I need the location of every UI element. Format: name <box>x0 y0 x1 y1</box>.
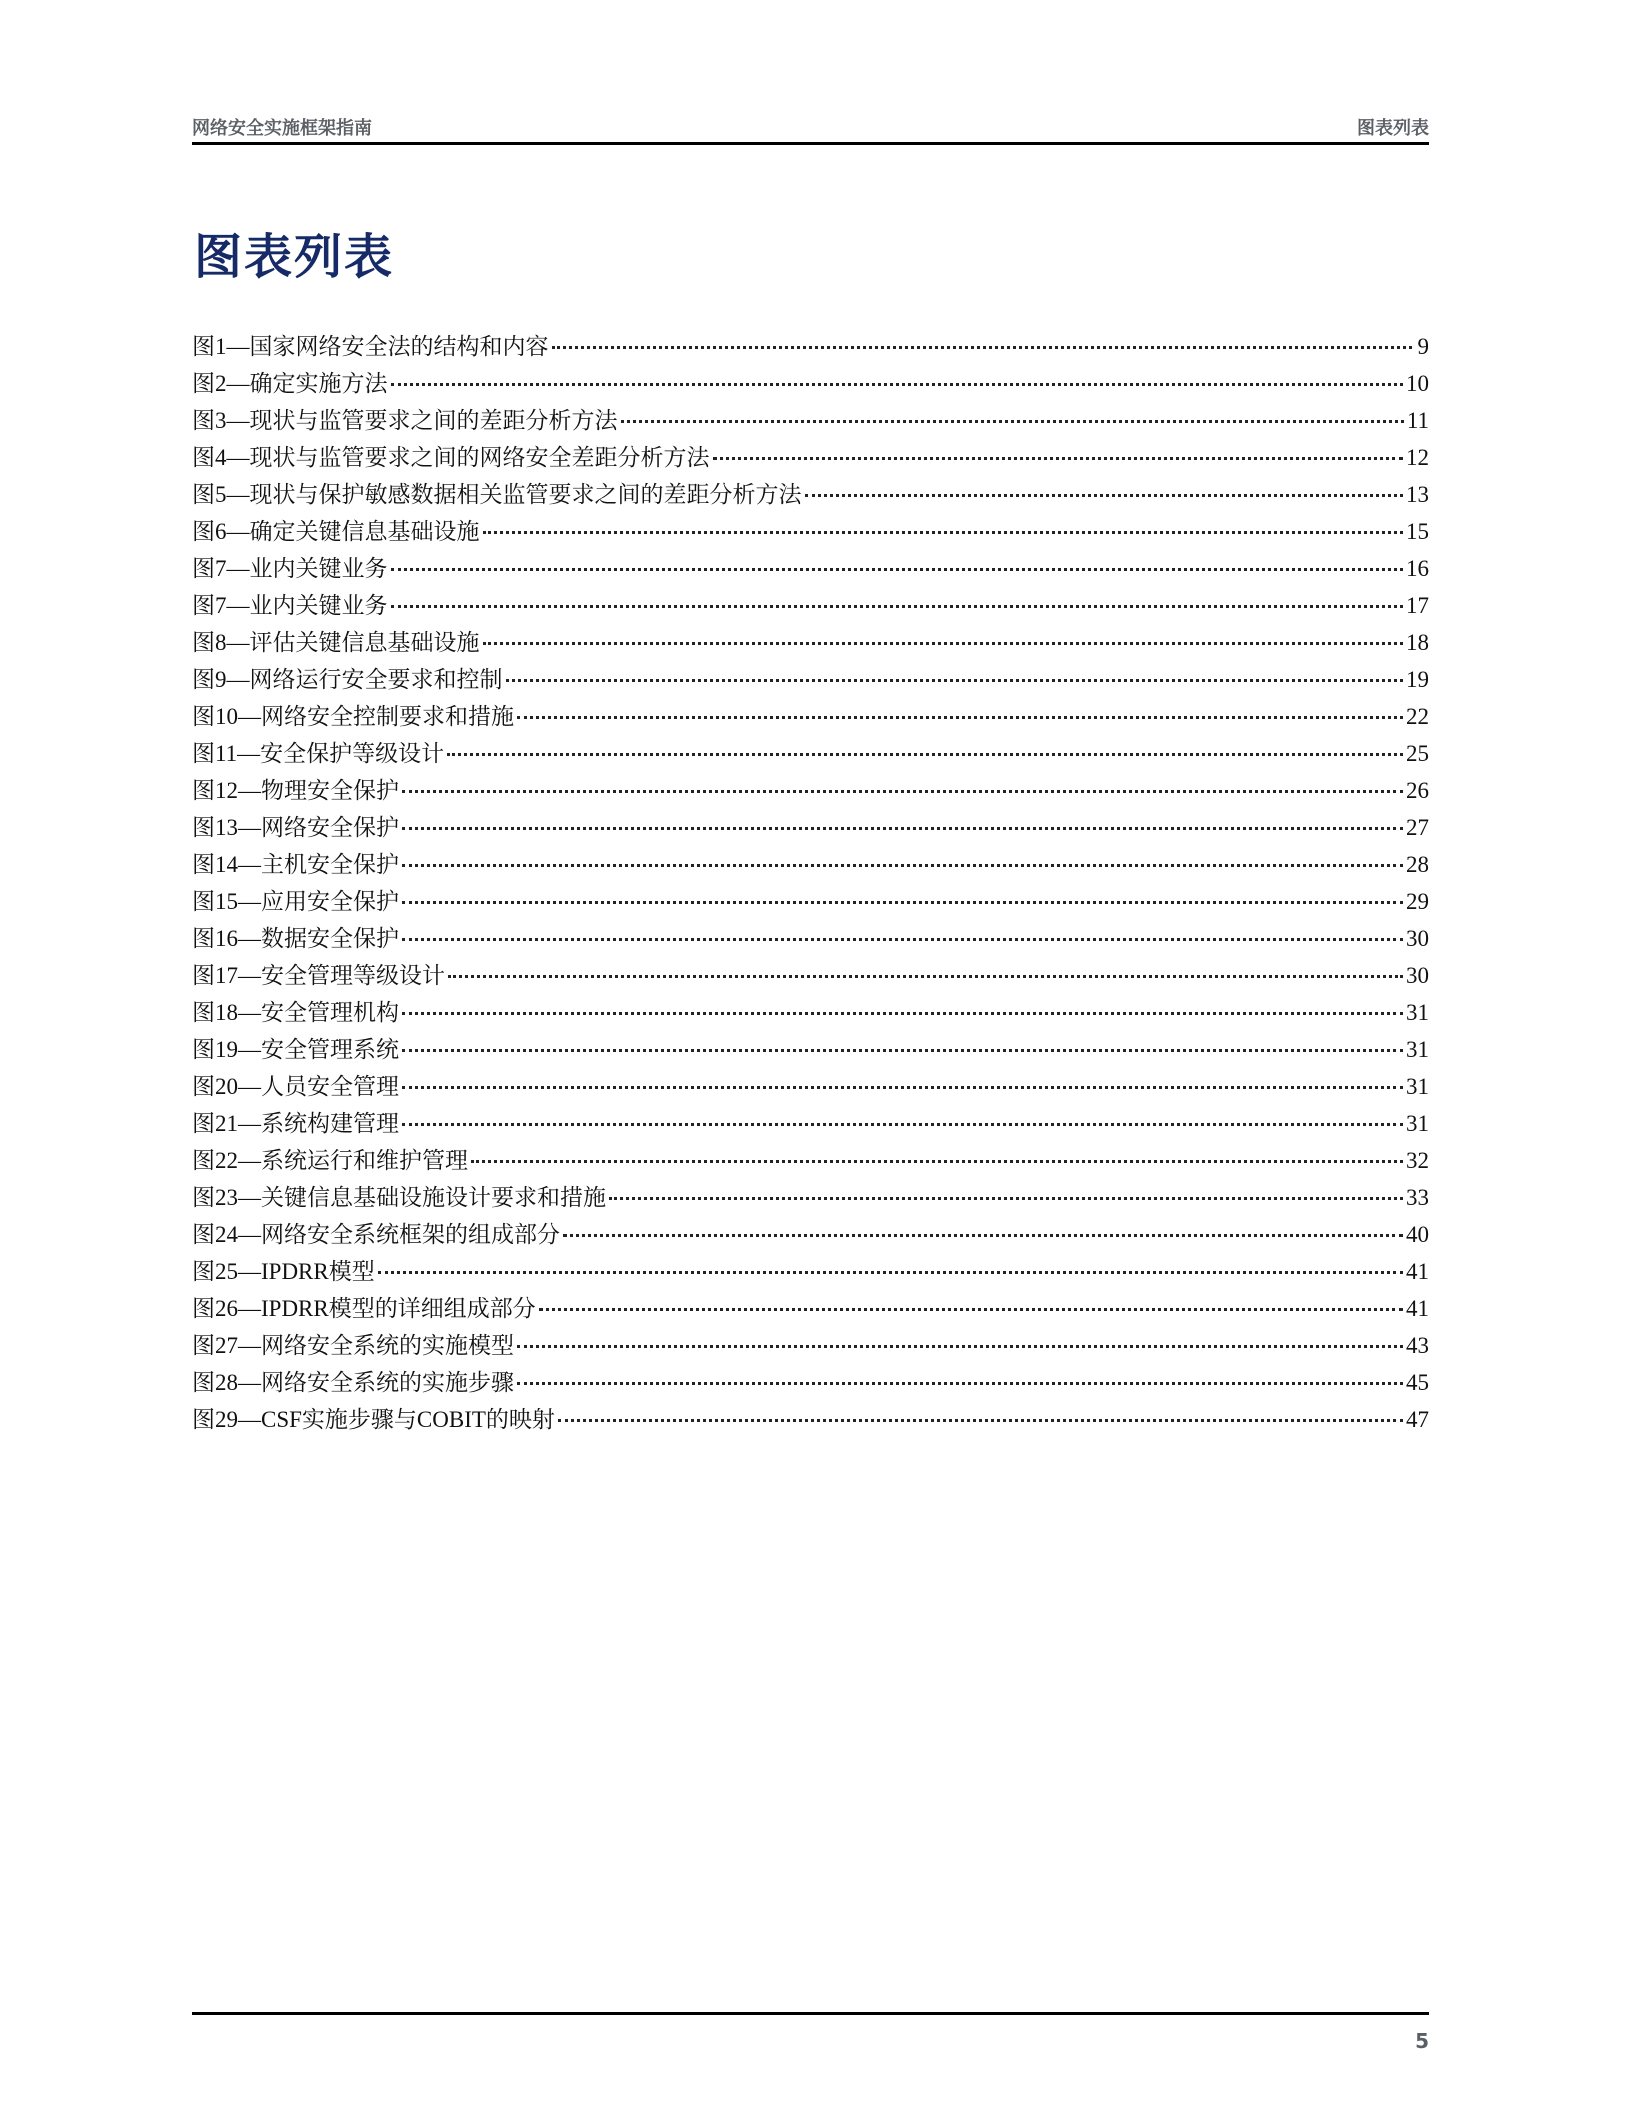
dot-leader <box>539 1308 1403 1311</box>
figure-page-number[interactable]: 30 <box>1406 963 1429 988</box>
figure-title[interactable]: 图15—应用安全保护 <box>192 889 399 914</box>
dot-leader <box>402 1086 1403 1089</box>
figure-entry-15[interactable] <box>192 850 1429 887</box>
figure-entry-30[interactable] <box>192 1405 1429 1442</box>
figure-entry-5[interactable] <box>192 480 1429 517</box>
dot-leader <box>483 642 1404 645</box>
dot-leader <box>621 420 1404 423</box>
figure-page-number[interactable]: 31 <box>1406 1000 1429 1025</box>
figure-page-number[interactable]: 12 <box>1406 445 1429 470</box>
dot-leader <box>563 1234 1403 1237</box>
figure-title[interactable]: 图8—评估关键信息基础设施 <box>192 630 480 655</box>
figure-page-number[interactable]: 15 <box>1406 519 1429 544</box>
figure-title[interactable]: 图9—网络运行安全要求和控制 <box>192 667 503 692</box>
dot-leader <box>558 1419 1403 1422</box>
figure-title[interactable]: 图10—网络安全控制要求和措施 <box>192 704 514 729</box>
figure-page-number[interactable]: 26 <box>1406 778 1429 803</box>
figure-entry-14[interactable] <box>192 813 1429 850</box>
figure-page-number[interactable]: 29 <box>1406 889 1429 914</box>
figure-page-number[interactable]: 40 <box>1406 1222 1429 1247</box>
figure-entry-1[interactable] <box>192 332 1429 369</box>
figure-title[interactable]: 图11—安全保护等级设计 <box>192 741 445 766</box>
figure-entry-12[interactable] <box>192 739 1429 776</box>
dot-leader <box>402 938 1403 941</box>
figure-entry-28[interactable] <box>192 1331 1429 1368</box>
dot-leader <box>448 975 1403 978</box>
figure-entry-29[interactable] <box>192 1368 1429 1405</box>
figure-title[interactable]: 图18—安全管理机构 <box>192 1000 399 1025</box>
figure-page-number[interactable]: 47 <box>1406 1407 1429 1432</box>
dot-leader <box>391 605 1404 608</box>
dot-leader <box>402 864 1403 867</box>
figure-entry-3[interactable] <box>192 406 1429 443</box>
dot-leader <box>402 1123 1403 1126</box>
figure-page-number[interactable]: 31 <box>1406 1074 1429 1099</box>
figure-title[interactable]: 图7—业内关键业务 <box>192 593 388 618</box>
running-footer <box>192 2012 1429 2053</box>
figure-title[interactable]: 图24—网络安全系统框架的组成部分 <box>192 1222 560 1247</box>
figure-entry-17[interactable] <box>192 924 1429 961</box>
page-title: 图表列表 <box>194 229 395 285</box>
figure-title[interactable]: 图3—现状与监管要求之间的差距分析方法 <box>192 408 618 433</box>
dot-leader <box>805 494 1404 497</box>
figure-entry-8[interactable] <box>192 591 1429 628</box>
list-of-figures <box>192 332 1429 1442</box>
figure-title[interactable]: 图25—IPDRR模型 <box>192 1259 375 1284</box>
figure-page-number[interactable]: 27 <box>1406 815 1429 840</box>
figure-entry-24[interactable] <box>192 1183 1429 1220</box>
header-section-title: 图表列表 <box>1357 118 1429 139</box>
figure-title[interactable]: 图13—网络安全保护 <box>192 815 399 840</box>
figure-entry-27[interactable] <box>192 1294 1429 1331</box>
figure-entry-7[interactable] <box>192 554 1429 591</box>
figure-page-number[interactable]: 18 <box>1406 630 1429 655</box>
figure-entry-4[interactable] <box>192 443 1429 480</box>
figure-title[interactable]: 图14—主机安全保护 <box>192 852 399 877</box>
figure-entry-23[interactable] <box>192 1146 1429 1183</box>
figure-page-number[interactable]: 9 <box>1417 334 1429 359</box>
dot-leader <box>402 790 1403 793</box>
figure-entry-10[interactable] <box>192 665 1429 702</box>
figure-entry-20[interactable] <box>192 1035 1429 1072</box>
figure-entry-18[interactable] <box>192 961 1429 998</box>
figure-entry-26[interactable] <box>192 1257 1429 1294</box>
dot-leader <box>552 346 1413 349</box>
dot-leader <box>609 1197 1403 1200</box>
dot-leader <box>402 901 1403 904</box>
dot-leader <box>402 1012 1403 1015</box>
figure-page-number[interactable]: 33 <box>1406 1185 1429 1210</box>
figure-entry-13[interactable] <box>192 776 1429 813</box>
figure-page-number[interactable]: 43 <box>1406 1333 1429 1358</box>
figure-page-number[interactable]: 28 <box>1406 852 1429 877</box>
figure-entry-21[interactable] <box>192 1072 1429 1109</box>
figure-title[interactable]: 图16—数据安全保护 <box>192 926 399 951</box>
figure-page-number[interactable]: 41 <box>1406 1259 1429 1284</box>
dot-leader <box>517 1345 1403 1348</box>
figure-page-number[interactable]: 11 <box>1406 408 1429 433</box>
dot-leader <box>713 457 1404 460</box>
figure-title[interactable]: 图4—现状与监管要求之间的网络安全差距分析方法 <box>192 445 710 470</box>
figure-page-number[interactable]: 22 <box>1406 704 1429 729</box>
figure-entry-11[interactable] <box>192 702 1429 739</box>
figure-entry-25[interactable] <box>192 1220 1429 1257</box>
figure-entry-2[interactable] <box>192 369 1429 406</box>
footer-page-number: 5 <box>1415 2029 1429 2053</box>
dot-leader <box>378 1271 1403 1274</box>
figure-title[interactable]: 图12—物理安全保护 <box>192 778 399 803</box>
dot-leader <box>517 1382 1403 1385</box>
figure-page-number[interactable]: 32 <box>1406 1148 1429 1173</box>
running-header <box>192 112 1429 145</box>
dot-leader <box>391 383 1404 386</box>
figure-title[interactable]: 图1—国家网络安全法的结构和内容 <box>192 334 549 359</box>
figure-title[interactable]: 图2—确定实施方法 <box>192 371 388 396</box>
figure-page-number[interactable]: 25 <box>1406 741 1429 766</box>
figure-entry-22[interactable] <box>192 1109 1429 1146</box>
figure-page-number[interactable]: 41 <box>1406 1296 1429 1321</box>
figure-page-number[interactable]: 31 <box>1406 1037 1429 1062</box>
figure-entry-9[interactable] <box>192 628 1429 665</box>
figure-title[interactable]: 图28—网络安全系统的实施步骤 <box>192 1370 514 1395</box>
figure-page-number[interactable]: 45 <box>1406 1370 1429 1395</box>
figure-title[interactable]: 图6—确定关键信息基础设施 <box>192 519 480 544</box>
dot-leader <box>447 753 1403 756</box>
figure-title[interactable]: 图5—现状与保护敏感数据相关监管要求之间的差距分析方法 <box>192 482 802 507</box>
figure-page-number[interactable]: 31 <box>1406 1111 1429 1136</box>
dot-leader <box>483 531 1404 534</box>
figure-page-number[interactable]: 19 <box>1406 667 1429 692</box>
figure-title[interactable]: 图7—业内关键业务 <box>192 556 388 581</box>
dot-leader <box>506 679 1404 682</box>
figure-entry-6[interactable] <box>192 517 1429 554</box>
figure-page-number[interactable]: 30 <box>1406 926 1429 951</box>
figure-title[interactable]: 图23—关键信息基础设施设计要求和措施 <box>192 1185 606 1210</box>
dot-leader <box>402 1049 1403 1052</box>
figure-title[interactable]: 图27—网络安全系统的实施模型 <box>192 1333 514 1358</box>
header-document-title: 网络安全实施框架指南 <box>192 118 372 139</box>
figure-title[interactable]: 图29—CSF实施步骤与COBIT的映射 <box>192 1407 555 1432</box>
dot-leader <box>402 827 1403 830</box>
figure-title[interactable]: 图22—系统运行和维护管理 <box>192 1148 468 1173</box>
figure-page-number[interactable]: 16 <box>1406 556 1429 581</box>
figure-page-number[interactable]: 17 <box>1406 593 1429 618</box>
figure-title[interactable]: 图26—IPDRR模型的详细组成部分 <box>192 1296 536 1321</box>
figure-title[interactable]: 图17—安全管理等级设计 <box>192 963 445 988</box>
dot-leader <box>517 716 1403 719</box>
figure-title[interactable]: 图20—人员安全管理 <box>192 1074 399 1099</box>
dot-leader <box>471 1160 1403 1163</box>
figure-entry-19[interactable] <box>192 998 1429 1035</box>
figure-title[interactable]: 图21—系统构建管理 <box>192 1111 399 1136</box>
figure-page-number[interactable]: 10 <box>1406 371 1429 396</box>
figure-page-number[interactable]: 13 <box>1406 482 1429 507</box>
figure-title[interactable]: 图19—安全管理系统 <box>192 1037 399 1062</box>
figure-entry-16[interactable] <box>192 887 1429 924</box>
dot-leader <box>391 568 1404 571</box>
